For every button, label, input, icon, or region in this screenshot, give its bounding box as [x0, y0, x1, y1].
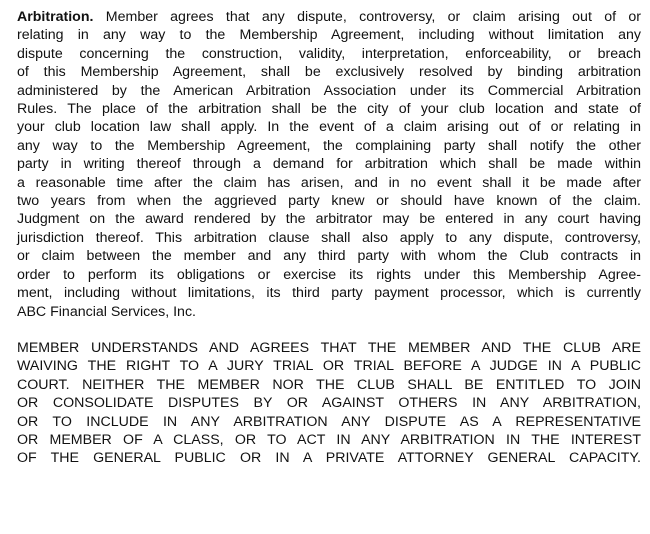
arbitration-line: order to perform its obligations or exercise its rights under this Membership Agree- [17, 266, 641, 283]
arbitration-line: ABC Financial Services, Inc. [17, 303, 196, 320]
arbitration-line: jurisdiction thereof. This arbitration clause shall also apply to any dispute, controversy, [17, 229, 641, 246]
arbitration-line: Judgment on the award rendered by the arbitrator may be entered in any court having [17, 211, 641, 228]
jury-waiver-paragraph [17, 339, 641, 468]
waiver-line: OR MEMBER OF A CLASS, OR TO ACT IN ANY ARBITRATION IN THE INTEREST [17, 431, 641, 448]
arbitration-paragraph [17, 8, 641, 321]
waiver-line: OR TO INCLUDE IN ANY ARBITRATION ANY DISPUTE AS A REPRESENTATIVE [17, 413, 641, 430]
arbitration-line: relating in any way to the Membership Agreement, including without limitation any [17, 27, 641, 44]
arbitration-line: administered by the American Arbitration Association under its Commercial Arbitration [17, 82, 641, 99]
arbitration-line: ment, including without limitations, its third party payment processor, which is currently [17, 285, 641, 302]
arbitration-line: a reasonable time after the claim has arisen, and in no event shall it be made after [17, 174, 641, 191]
waiver-line: OR CONSOLIDATE DISPUTES BY OR AGAINST OTHERS IN ANY ARBITRATION, [17, 395, 641, 412]
arbitration-line-0 [17, 8, 641, 26]
waiver-line: MEMBER UNDERSTANDS AND AGREES THAT THE MEMBER AND THE CLUB ARE [17, 339, 641, 356]
arbitration-line: party in writing thereof through a demand for arbitration which shall be made within [17, 156, 641, 173]
waiver-line: OF THE GENERAL PUBLIC OR IN A PRIVATE ATTORNEY GENERAL CAPACITY. [17, 450, 641, 467]
arbitration-line: two years from when the aggrieved party knew or should have known of the claim. [17, 193, 641, 210]
arbitration-heading: Arbitration. [17, 9, 94, 25]
arbitration-line: of this Membership Agreement, shall be exclusively resolved by binding arbitration [17, 64, 641, 81]
arbitration-line: any way to the Membership Agreement, the complaining party shall notify the other [17, 137, 641, 154]
waiver-line: WAIVING THE RIGHT TO A JURY TRIAL OR TRIAL BEFORE A JUDGE IN A PUBLIC [17, 358, 641, 375]
document-body [17, 8, 641, 468]
arbitration-line: Rules. The place of the arbitration shall be the city of your club location and state of [17, 101, 641, 118]
waiver-line: COURT. NEITHER THE MEMBER NOR THE CLUB SHALL BE ENTITLED TO JOIN [17, 376, 641, 393]
paragraph-spacer [17, 321, 641, 339]
arbitration-line: your club location law shall apply. In the event of a claim arising out of or relating in [17, 119, 641, 136]
arbitration-line: or claim between the member and any third party with whom the Club contracts in [17, 248, 641, 265]
arbitration-first-line-text: Member agrees that any dispute, controversy, or claim arising out of or [105, 9, 641, 25]
arbitration-line: dispute concerning the construction, validity, interpretation, enforceability, or breach [17, 45, 641, 62]
